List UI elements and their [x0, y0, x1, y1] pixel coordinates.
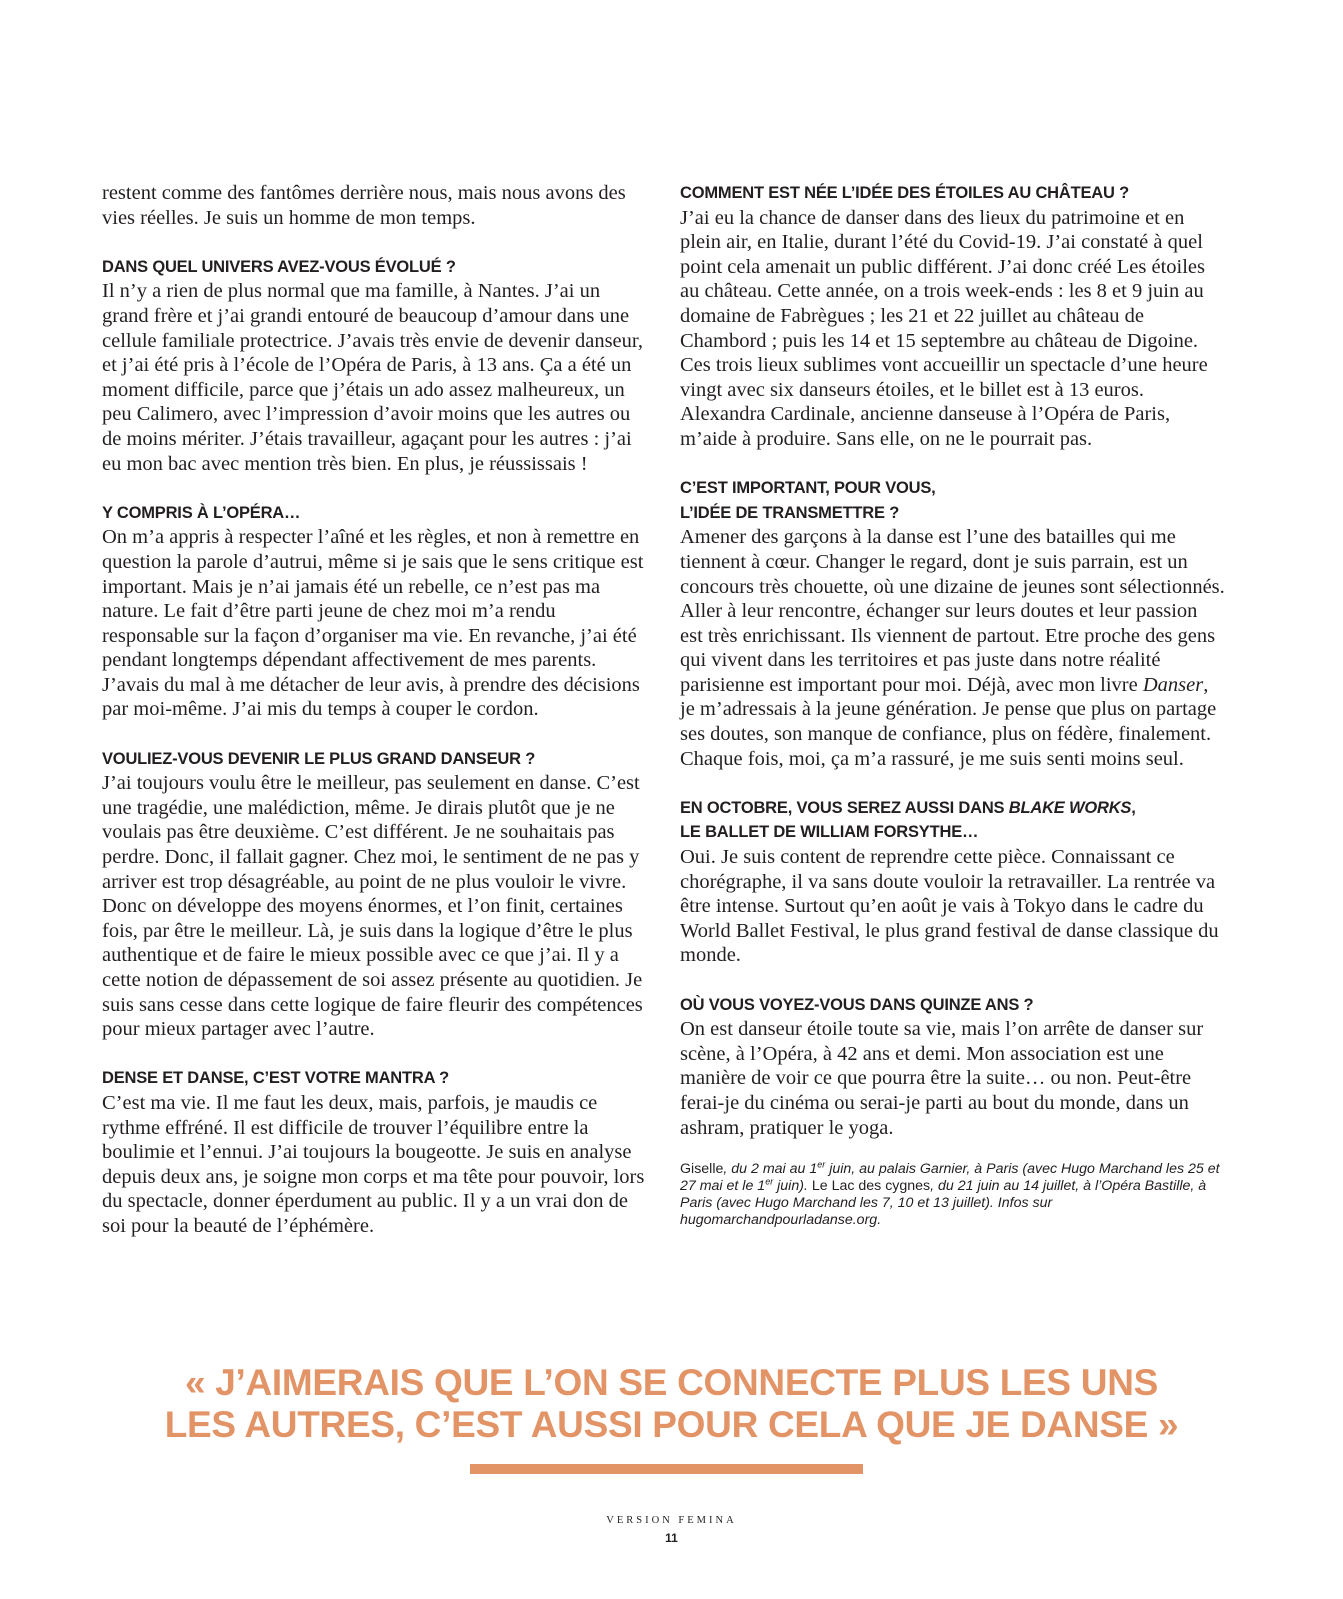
answer-6-part-1: Amener des garçons à la danse est l’une des batailles qui me tiennent à cœur. Changer le regard, dont je suis parrain, est un concours très chouette, où une dizaine de jeunes sont sélectionnés. Aller à leur rencontre, échanger sur leurs doutes et leur passion est très enrichissant. Ils viennent de partout. Etre proche des gens qui vivent dans les territoires et pas juste dans notre réalité parisienne est important pour moi. Déjà, avec mon livre: [680, 526, 1225, 696]
answer-8: On est danseur étoile toute sa vie, mais l’on arrête de danser sur scène, à l’Opéra, à 42 ans et demi. Mon association est une manière de voir ce que pourra être la suite… ou non. Peut-être ferai-je du cinéma ou serai-je parti au bout du monde, dans un ashram, pratiquer le yoga.: [680, 1018, 1204, 1139]
left-column: [102, 181, 647, 1263]
pull-quote: [0, 1362, 1343, 1446]
question-7-suffix: ,: [1131, 798, 1136, 817]
answer-5: J’ai eu la chance de danser dans des lieux du patrimoine et en plein air, en Italie, durant l’été du Covid-19. J’ai constaté à quel point cela amenait un public différent. J’ai donc créé Les étoiles au château. Cette année, on a trois week-ends : les 8 et 9 juin au domaine de Fabrègues ; les 21 et 22 juillet au château de Chambord ; puis les 14 et 15 septembre au château de Digoine. Ces trois lieux sublimes vont accueillir un spectacle d’une heure vingt avec six danseurs étoiles, et le billet est à 13 euros. Alexandra Cardinale, ancienne danseuse à l’Opéra de Paris, m’aide à produire. Sans elle, on ne le pourrait pas.: [680, 206, 1208, 450]
question-7: [680, 796, 1225, 845]
show-1-title: Giselle: [680, 1160, 724, 1177]
page-number: 11: [665, 1531, 678, 1545]
question-5: COMMENT EST NÉE L’IDÉE DES ÉTOILES AU CHÂTEAU ?: [680, 184, 1129, 202]
intro-paragraph: restent comme des fantômes derrière nous, mais nous avons des vies réelles. Je suis un homme de mon temps.: [102, 182, 626, 229]
show-credits: [680, 1161, 1225, 1230]
right-column: [680, 181, 1225, 1230]
show-2-title: Le Lac des cygnes: [807, 1177, 931, 1194]
footer-brand: VERSION FEMINA: [606, 1515, 737, 1526]
question-7-prefix: EN OCTOBRE, VOUS SEREZ AUSSI DANS: [680, 798, 1009, 817]
question-1: DANS QUEL UNIVERS AVEZ-VOUS ÉVOLUÉ ?: [102, 257, 456, 276]
question-4: DENSE ET DANSE, C’EST VOTRE MANTRA ?: [102, 1069, 449, 1088]
accent-rule: [470, 1464, 863, 1474]
show-1-dates-c: juin).: [773, 1177, 808, 1194]
ordinal-sup-2: er: [765, 1176, 774, 1187]
answer-2: On m’a appris à respecter l’aîné et les règles, et non à remettre en question la parole d’autrui, même si je sais que le sens critique est important. Mais je n’ai jamais été un rebelle, ce n’est pas ma nature. Le fait d’être parti jeune de chez moi m’a rendu responsable sur la façon d’organiser ma vie. En revanche, j’ai été pendant longtemps dépendant affectivement de mes parents. J’avais du mal à me détacher de leur avis, à prendre des décisions par moi-même. J’ai mis du temps à couper le cordon.: [102, 526, 644, 721]
answer-1: Il n’y a rien de plus normal que ma famille, à Nantes. J’ai un grand frère et j’ai grandi entouré de beaucoup d’amour dans une cellule familiale protectrice. J’avais très envie de devenir danseur, et j’ai été pris à l’école de l’Opéra de Paris, à 13 ans. Ça a été un moment difficile, parce que j’étais un ado assez malheureux, un peu Calimero, avec l’impression d’avoir moins que les autres ou de moins mériter. J’étais travailleur, agaçant pour les autres : j’ai eu mon bac avec mention très bien. En plus, je réussissais !: [102, 280, 644, 475]
question-6-line-1: C’EST IMPORTANT, POUR VOUS,: [680, 479, 936, 498]
question-8: OÙ VOUS VOYEZ-VOUS DANS QUINZE ANS ?: [680, 995, 1034, 1014]
show-1-dates-a: , du 2 mai au 1: [723, 1160, 818, 1177]
question-7-line-2: LE BALLET DE WILLIAM FORSYTHE…: [680, 823, 979, 842]
question-6: [680, 476, 1225, 525]
question-3: VOULIEZ-VOUS DEVENIR LE PLUS GRAND DANSEUR ?: [102, 749, 536, 768]
answer-3: J’ai toujours voulu être le meilleur, pas seulement en danse. C’est une tragédie, une malédiction, même. Je dirais plutôt que je ne voulais pas être deuxième. C’est différent. Je ne souhaitais pas perdre. Donc, il fallait gagner. Chez moi, le sentiment de ne pas y arriver est trop désagréable, au point de ne plus vouloir le vivre. Donc on développe des moyens énormes, et l’on finit, certaines fois, par être le meilleur. Là, je suis dans la logique d’être le plus authentique et de faire le mieux possible avec ce que j’ai. Il y a cette notion de dépassement de soi assez présente au quotidien. Je suis sans cesse dans cette logique de faire fleurir des compétences pour mieux partager avec l’autre.: [102, 772, 643, 1041]
ballet-title: BLAKE WORKS: [1008, 798, 1132, 817]
answer-4: C’est ma vie. Il me faut les deux, mais, parfois, je maudis ce rythme effréné. Il est difficile de trouver l’équilibre entre la boulimie et l’ennui. J’ai toujours la bougeotte. Je suis en analyse depuis deux ans, je soigne mon corps et ma tête pour pouvoir, lors du spectacle, donner éperdument au public. Il y a un vrai don de soi pour la beauté de l’éphémère.: [102, 1091, 645, 1237]
show-1-dates-b: juin, au palais Garnier, à Paris (avec Hugo Marchand les 25 et 27 mai et le 1: [680, 1160, 1220, 1194]
question-2: Y COMPRIS À L’OPÉRA…: [102, 503, 301, 522]
answer-7: Oui. Je suis content de reprendre cette pièce. Connaissant ce chorégraphe, il va sans doute vouloir la retravailler. La rentrée va être intense. Surtout qu’en août je vais à Tokyo dans le cadre du World Ballet Festival, le plus grand festival de danse classique du monde.: [680, 846, 1219, 967]
ordinal-sup-1: er: [817, 1159, 826, 1170]
answer-6-part-2: , je m’adressais à la jeune génération. Je pense que plus on partage ses doutes, son manque de confiance, plus on fédère, finalement. Chaque fois, moi, ça m’a rassuré, je me suis senti moins seul.: [680, 673, 1217, 770]
book-title: Danser: [1142, 673, 1204, 696]
pull-quote-line-2: LES AUTRES, C’EST AUSSI POUR CELA QUE JE DANSE »: [164, 1404, 1179, 1445]
show-2-dates: , du 21 juin au 14 juillet, à l’Opéra Bastille, à Paris (avec Hugo Marchand les 7, 10 et 13 juillet). Infos sur hugomarchandpourladanse.org.: [680, 1177, 1207, 1229]
pull-quote-line-1: « J’AIMERAIS QUE L’ON SE CONNECTE PLUS LES UNS: [184, 1362, 1159, 1403]
question-6-line-2: L’IDÉE DE TRANSMETTRE ?: [680, 503, 900, 522]
answer-6: [680, 525, 1225, 771]
